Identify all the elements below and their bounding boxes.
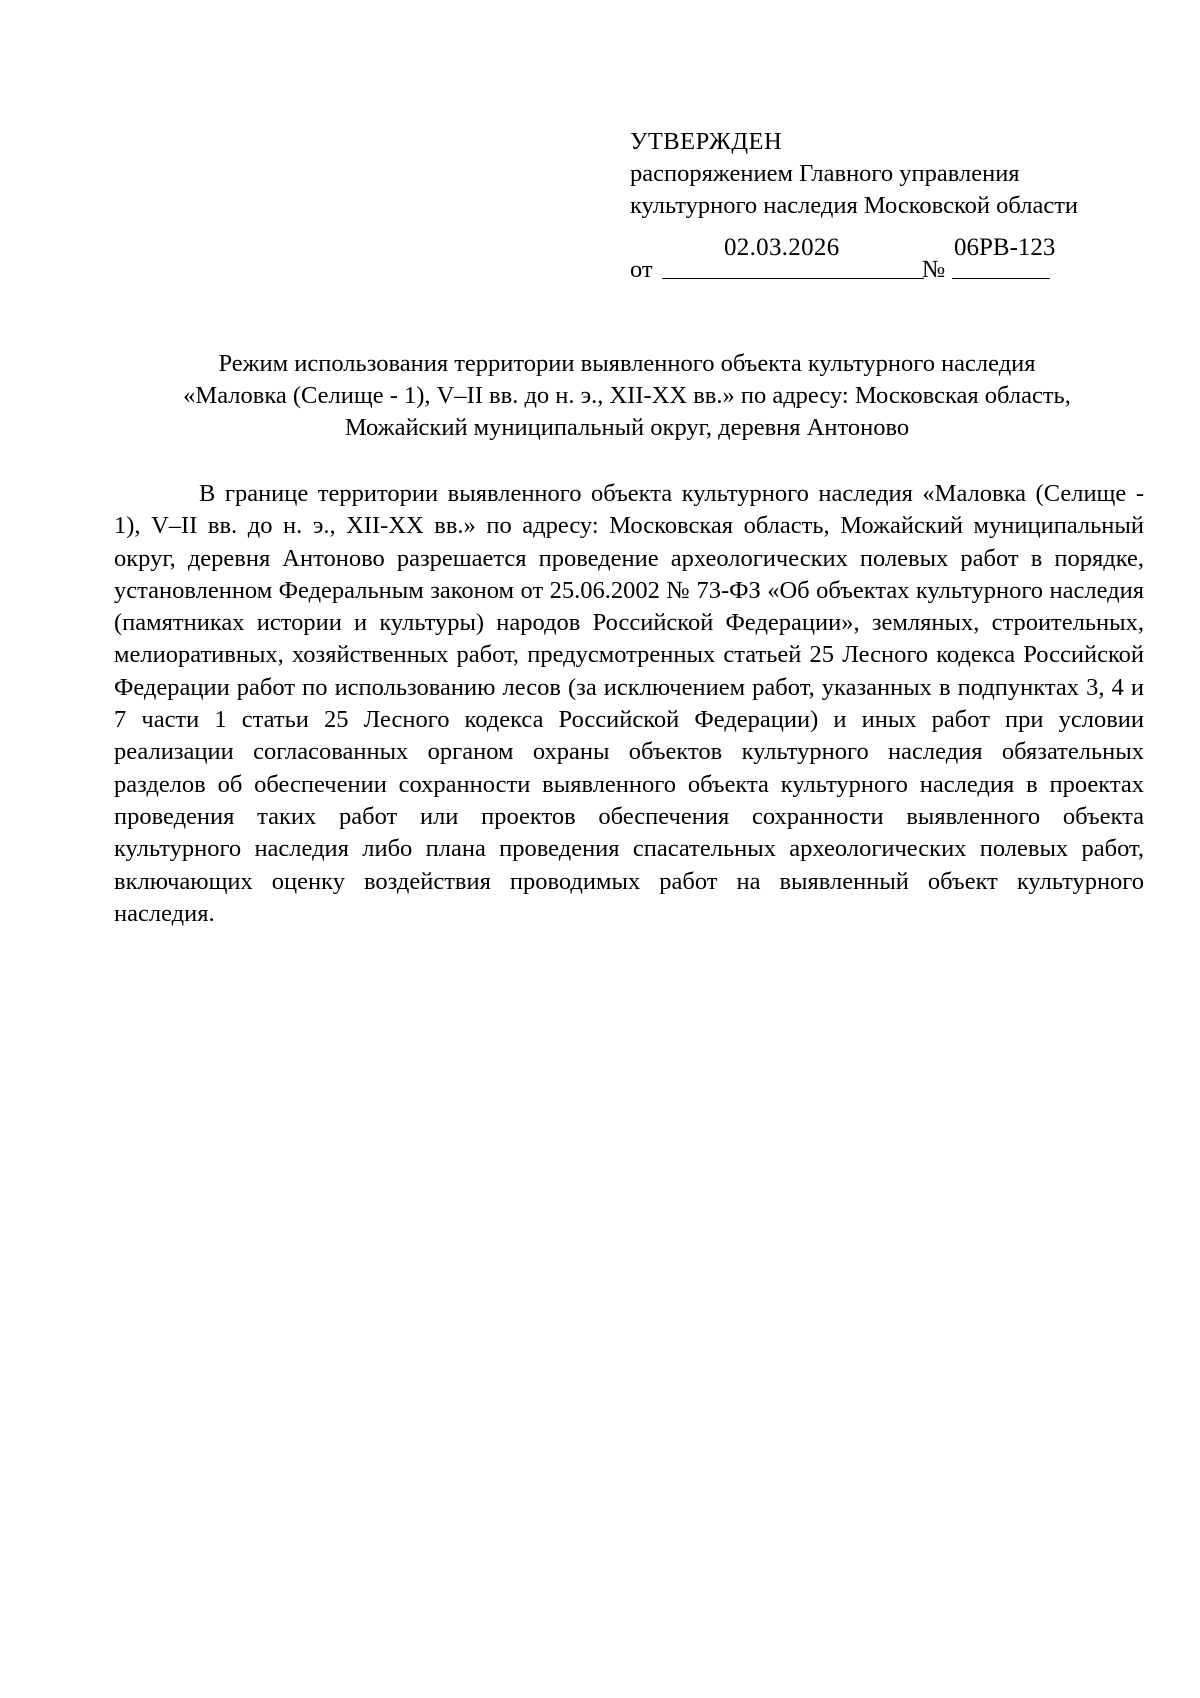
approval-date: 02.03.2026 (724, 234, 840, 261)
approval-authority-line-1: распоряжением Главного управления (630, 160, 1020, 187)
date-prefix-label: от (630, 256, 653, 283)
approval-authority-line-2: культурного наследия Московской области (630, 192, 1079, 219)
body-paragraph: В границе территории выявленного объекта культурного наследия «Маловка (Селище - 1), V–II вв. до н. э., XII-XX вв.» по адресу: Московская область, Можайский муниципальный округ, деревня Антоново разрешается проведение археологических полевых работ в порядке, установленном Федеральным законом от 25.06.2002 № 73-ФЗ «Об объектах культурного наследия (памятниках истории и культуры) народов Российской Федерации», земляных, строительных, мелиоративных, хозяйственных работ, предусмотренных статьей 25 Лесного кодекса Российской Федерации работ по использованию лесов (за исключением работ, указанных в подпунктах 3, 4 и 7 части 1 статьи 25 Лесного кодекса Российской Федерации) и иных работ при условии реализации согласованных органом охраны объектов культурного наследия обязательных разделов об обеспечении сохранности выявленного объекта культурного наследия в проектах проведения таких работ или проектов обеспечения сохранности выявленного объекта культурного наследия либо плана проведения спасательных археологических полевых работ, включающих оценку воздействия проводимых работ на выявленный объект культурного наследия. (114, 480, 1144, 927)
document-title (110, 348, 1144, 444)
approval-number: 06РВ-123 (954, 234, 1056, 261)
number-sign-label: № (922, 256, 946, 283)
approval-block (630, 126, 1150, 292)
title-line-2: «Маловка (Селище - 1), V–II вв. до н. э., XII-XX вв.» по адресу: Московская область, (183, 382, 1071, 409)
title-line-1: Режим использования территории выявленного объекта культурного наследия (218, 350, 1036, 377)
approval-heading: УТВЕРЖДЕН (630, 128, 783, 155)
approval-date-number-row (630, 232, 1150, 292)
title-line-3: Можайский муниципальный округ, деревня Антоново (344, 414, 910, 441)
